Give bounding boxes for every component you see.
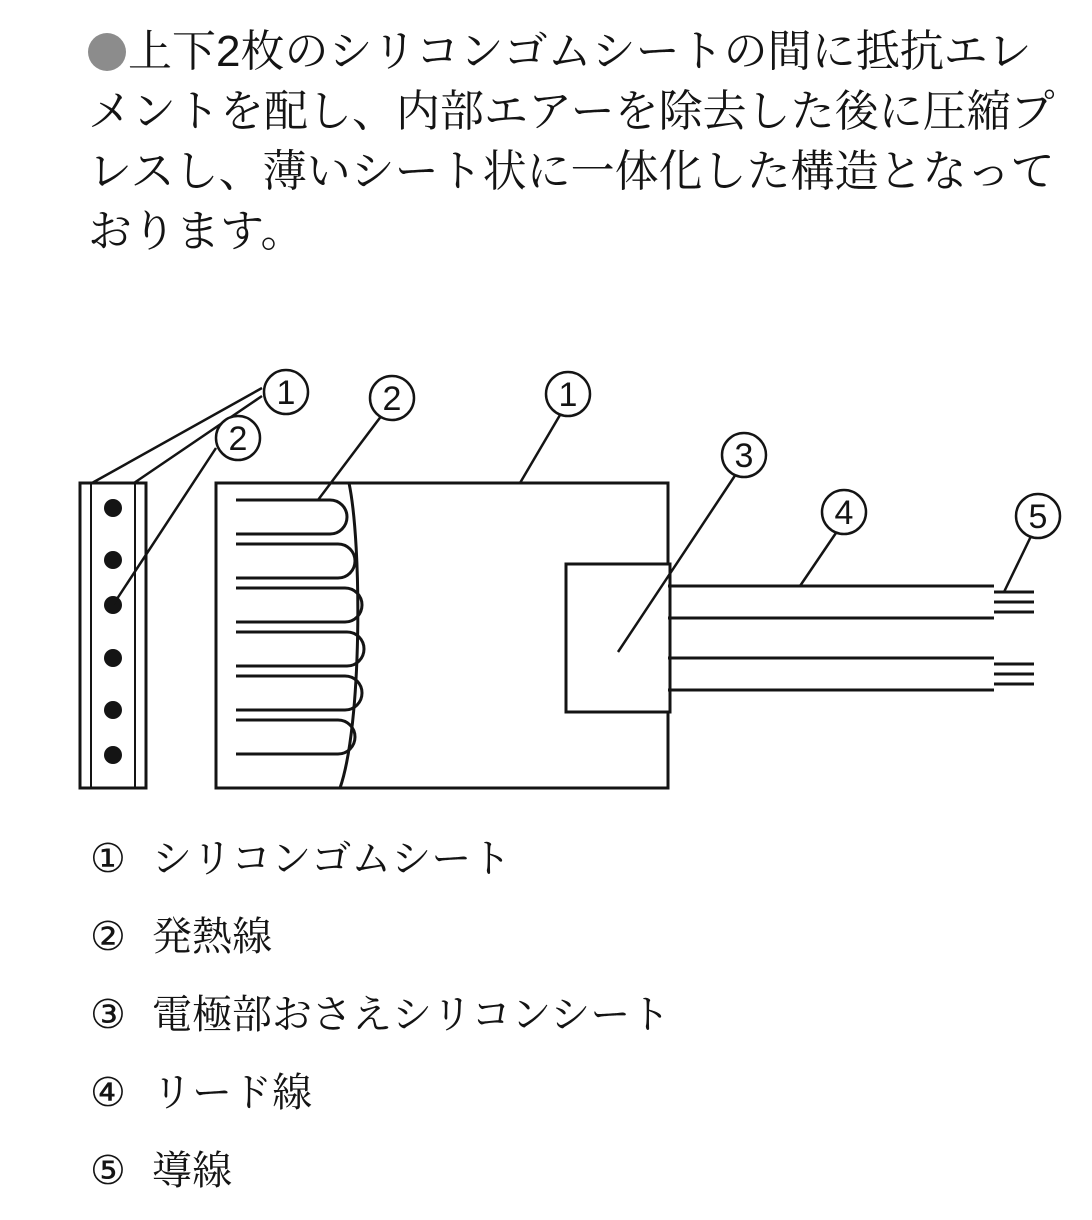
svg-text:1: 1 — [558, 376, 578, 414]
legend-number: ③ — [90, 993, 126, 1037]
list-item — [90, 1054, 990, 1132]
bare-conductor-ends — [994, 592, 1034, 684]
list-item — [90, 898, 990, 976]
svg-text:2: 2 — [382, 380, 402, 418]
lead-wires — [668, 586, 994, 690]
legend-label: リード線 — [152, 1071, 312, 1115]
svg-text:3: 3 — [734, 437, 754, 475]
legend-label: 導線 — [152, 1149, 232, 1193]
list-item — [90, 820, 990, 898]
callout-1-left — [264, 370, 308, 414]
filled-circle-bullet-icon — [88, 33, 126, 71]
legend-number: ⑤ — [90, 1149, 126, 1193]
intro-text: 上下2枚のシリコンゴムシートの間に抵抗エレメントを配し、内部エアーを除去した後に圧縮プレスし、薄いシート状に一体化した構造となっております。 — [88, 27, 1055, 256]
callout-4 — [822, 490, 866, 534]
diagram-svg — [0, 340, 1092, 810]
intro-paragraph — [88, 22, 1068, 262]
svg-text:1: 1 — [276, 374, 296, 412]
legend-number: ② — [90, 915, 126, 959]
svg-text:5: 5 — [1028, 498, 1048, 536]
list-item — [90, 976, 990, 1054]
legend-list — [90, 820, 990, 1210]
legend-number: ① — [90, 837, 126, 881]
svg-text:2: 2 — [228, 420, 248, 458]
silicone-rubber-sheet-cross-section — [80, 483, 146, 788]
legend-label: 発熱線 — [152, 915, 272, 959]
callout-3 — [722, 433, 766, 477]
callout-1-top — [546, 372, 590, 416]
list-item — [90, 1132, 990, 1210]
intro-paragraph-block — [88, 22, 1068, 262]
electrode-cover-silicone-sheet — [566, 564, 670, 712]
legend-label: シリコンゴムシート — [152, 837, 512, 881]
callout-2-top — [370, 376, 414, 420]
callout-2-left — [216, 416, 260, 460]
legend-label: 電極部おさえシリコンシート — [152, 993, 671, 1037]
legend-number: ④ — [90, 1071, 126, 1115]
callout-5 — [1016, 494, 1060, 538]
product-structure-diagram — [0, 340, 1092, 810]
svg-text:4: 4 — [834, 494, 854, 532]
